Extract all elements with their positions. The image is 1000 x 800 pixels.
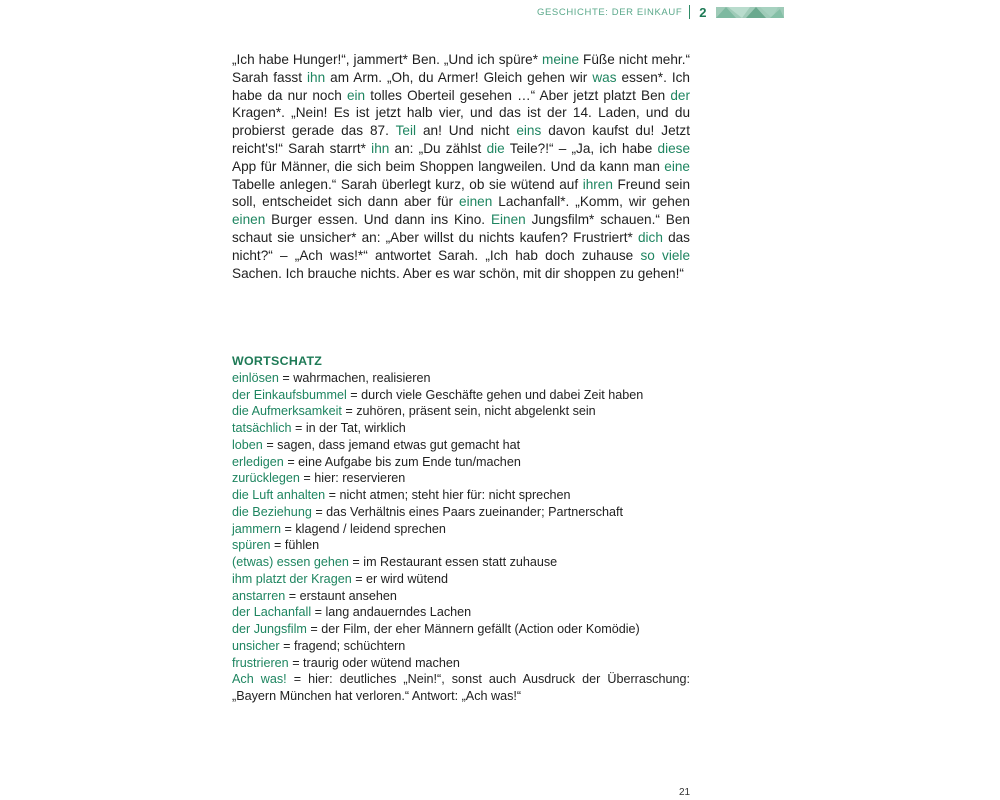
vocabulary-entry (232, 387, 690, 404)
page-number: 21 (679, 787, 691, 798)
vocabulary-term: die Aufmerksamkeit (232, 404, 346, 419)
highlighted-word: ihren (582, 176, 613, 192)
vocabulary-definition: = hier: reservieren (299, 471, 406, 486)
story-segment: das nicht?“ – „Ach was!*“ antwortet Sarah. „Ich hab doch zuhause (232, 229, 690, 263)
highlighted-word: Einen (490, 212, 526, 228)
vocabulary-entry (232, 537, 690, 554)
highlighted-word: die (486, 140, 505, 156)
story-segment: Lachanfall*. „Komm, wir gehen (492, 194, 690, 210)
vocabulary-definition: = das Verhältnis eines Paars zueinander; Partnerschaft (311, 504, 624, 519)
story-segment: Kragen*. „Nein! Es ist jetzt halb vier, und das ist der 14. Laden, und du probierst gerade das 87. (232, 105, 690, 139)
highlighted-word: meine (542, 52, 580, 67)
story-segment: Freund sein soll, entscheidet sich dann aber für (232, 176, 691, 210)
vocabulary-definition: = im Restaurant essen statt zuhause (348, 555, 558, 569)
story-paragraph (232, 51, 690, 282)
vocabulary-entry (232, 370, 690, 387)
story-segment: App für Männer, die sich beim Shoppen langweilen. Und da kann man (232, 158, 665, 174)
vocabulary-term: spüren (232, 538, 271, 553)
vocabulary-entry (232, 403, 690, 420)
vocabulary-definition: = wahrmachen, realisieren (278, 370, 431, 385)
vocabulary-term: Ach was! (232, 672, 287, 687)
vocabulary-term: der Lachanfall (232, 605, 312, 620)
vocabulary-entry (232, 588, 690, 605)
vocabulary-title: WORTSCHATZ (232, 354, 323, 368)
highlighted-word: was (592, 69, 617, 85)
chapter-label: GESCHICHTE: DER EINKAUF (537, 6, 683, 18)
page-header (537, 5, 784, 19)
vocabulary-entry (232, 504, 690, 521)
vocabulary-entry (232, 554, 690, 571)
highlighted-word: diese (657, 140, 691, 156)
vocabulary-definition: = der Film, der eher Männern gefällt (Action oder Komödie) (306, 622, 640, 636)
vocabulary-definition: = durch viele Geschäfte gehen und dabei Zeit haben (346, 387, 644, 402)
highlighted-word: ihn (307, 69, 326, 85)
vocabulary-definition: = lang andauerndes Lachen (311, 605, 472, 620)
highlighted-word: eins (516, 123, 542, 139)
vocabulary-term: jammern (232, 521, 281, 536)
vocabulary-entry (232, 655, 690, 672)
vocabulary-definition: = hier: deutliches „Nein!“, sonst auch Ausdruck der Überraschung: „Bayern München hat verloren.“ Antwort: „Ach was!“ (232, 672, 690, 703)
header-divider (689, 5, 690, 19)
vocabulary-entry (232, 604, 690, 621)
story-segment: Jungsfilm* schauen.“ Ben schaut sie unsicher* an: „Aber willst du nichts kaufen? Frustriert* (232, 212, 690, 245)
vocabulary-entry (232, 521, 690, 538)
vocabulary-definition: = sagen, dass jemand etwas gut gemacht hat (262, 437, 521, 452)
vocabulary-entry (232, 420, 690, 437)
chapter-number: 2 (699, 4, 707, 20)
vocabulary-term: (etwas) essen gehen (232, 555, 349, 569)
highlighted-word: einen (232, 212, 266, 228)
highlighted-word: eine (664, 158, 690, 174)
vocabulary-term: der Jungsfilm (232, 622, 307, 636)
story-segment: Teile?!“ – „Ja, ich habe (504, 140, 658, 156)
highlighted-word: einen (459, 194, 493, 210)
story-segment: Füße nicht mehr.“ Sarah fasst (232, 52, 690, 85)
story-text (232, 51, 690, 282)
vocabulary-entry (232, 671, 690, 705)
vocabulary-term: unsicher (232, 638, 280, 653)
vocabulary-term: die Luft anhalten (232, 488, 326, 502)
story-segment: essen*. Ich habe da nur noch (232, 69, 690, 103)
vocabulary-term: tatsächlich (232, 421, 292, 435)
vocabulary-term: ihm platzt der Kragen (232, 571, 352, 586)
story-segment: Tabelle anlegen.“ Sarah überlegt kurz, ob sie wütend auf (232, 176, 583, 192)
highlighted-word: Teil (395, 123, 416, 139)
vocabulary-term: der Einkaufsbummel (232, 387, 347, 402)
vocabulary-definition: = traurig oder wütend machen (288, 655, 460, 670)
vocabulary-definition: = nicht atmen; steht hier für: nicht sprechen (325, 488, 571, 502)
vocabulary-definition: = in der Tat, wirklich (291, 421, 406, 435)
story-segment: an: „Du zählst (389, 140, 487, 156)
story-segment: davon kaufst du! Jetzt reicht's!“ Sarah starrt* (232, 123, 690, 156)
vocabulary-entry (232, 571, 690, 588)
story-segment: am Arm. „Oh, du Armer! Gleich gehen wir (325, 69, 593, 85)
vocabulary-term: loben (232, 437, 263, 452)
vocabulary-definition: = zuhören, präsent sein, nicht abgelenkt sein (345, 404, 596, 419)
highlighted-word: so viele (640, 247, 691, 263)
vocabulary-term: die Beziehung (232, 504, 312, 519)
vocabulary-term: erledigen (232, 454, 284, 469)
highlighted-word: dich (637, 229, 663, 245)
vocabulary-definition: = klagend / leidend sprechen (281, 521, 446, 536)
vocabulary-term: einlösen (232, 370, 279, 385)
story-segment: Burger essen. Und dann ins Kino. (265, 212, 491, 228)
vocabulary-entry (232, 470, 690, 487)
vocabulary-term: zurücklegen (232, 471, 300, 486)
vocabulary-definition: = eine Aufgabe bis zum Ende tun/machen (283, 454, 521, 469)
vocabulary-entry (232, 638, 690, 655)
vocabulary-entry (232, 487, 690, 504)
vocabulary-definition: = er wird wütend (351, 571, 448, 586)
highlighted-word: ein (346, 87, 366, 103)
story-segment: an! Und nicht (416, 123, 517, 139)
vocabulary-entry (232, 621, 690, 638)
vocabulary-definition: = fragend; schüchtern (279, 638, 406, 653)
highlighted-word: der (670, 87, 691, 103)
story-segment: Sachen. Ich brauche nichts. Aber es war schön, mit dir shoppen zu gehen!“ (232, 265, 684, 281)
vocabulary-list (232, 370, 690, 705)
vocabulary-term: frustrieren (232, 655, 289, 670)
vocabulary-definition: = erstaunt ansehen (285, 588, 397, 603)
vocabulary-term: anstarren (232, 588, 286, 603)
story-segment: tolles Oberteil gesehen …“ Aber jetzt platzt Ben (365, 87, 671, 103)
vocabulary-section (232, 353, 690, 705)
highlighted-word: ihn (371, 140, 390, 156)
chapter-ornament-icon (716, 7, 784, 18)
vocabulary-entry (232, 437, 690, 454)
story-segment: „Ich habe Hunger!“, jammert* Ben. „Und ich spüre* (232, 52, 543, 67)
vocabulary-definition: = fühlen (270, 538, 320, 553)
vocabulary-entry (232, 454, 690, 471)
